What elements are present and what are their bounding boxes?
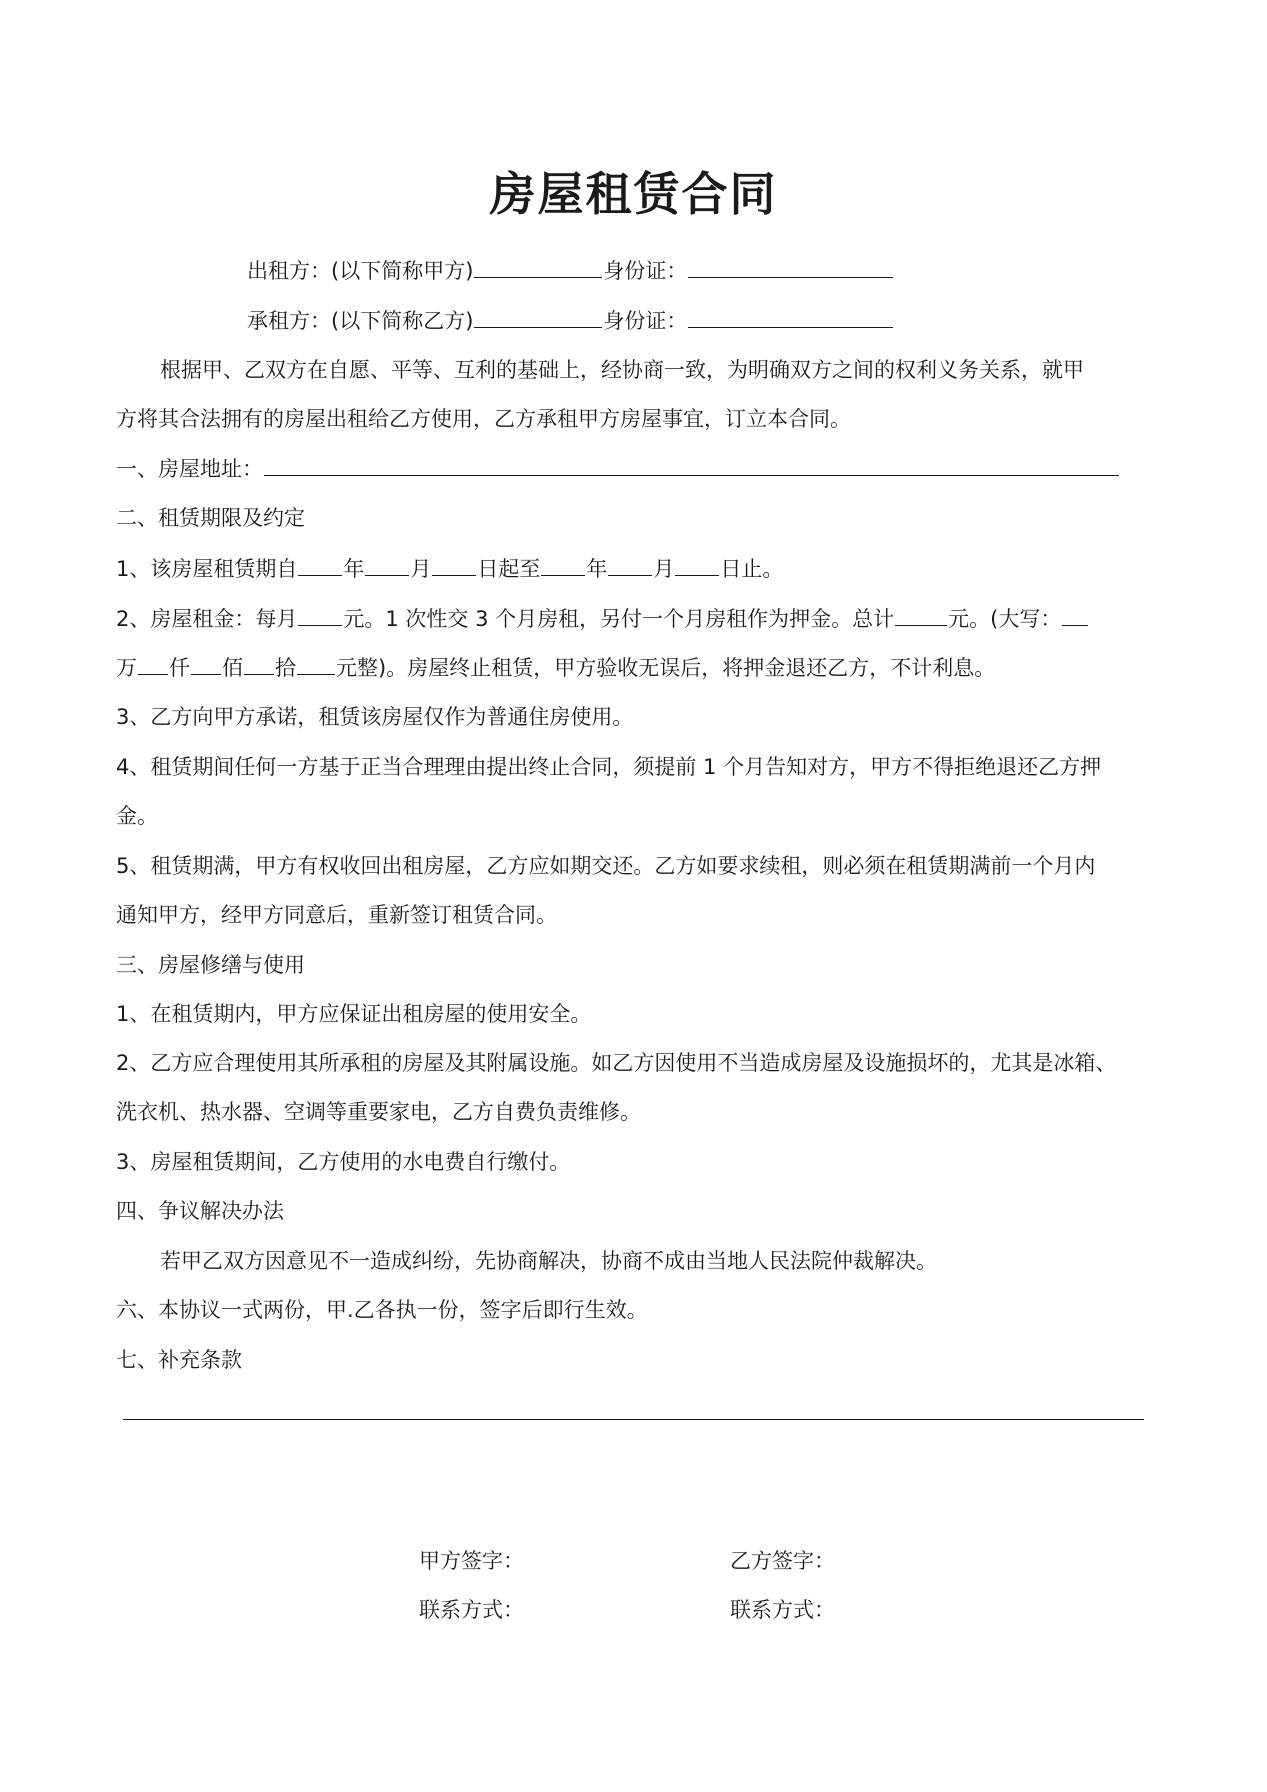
month-label: 月 [410, 557, 432, 581]
shi-blank [297, 652, 335, 675]
rent-text: 2、房屋租金：每月 [116, 607, 298, 631]
expiry-line-2: 通知甲方，经甲方同意后，重新签订租赁合同。 [116, 903, 557, 927]
deposit-text: 元整)。房屋终止租赁，甲方验收无误后，将押金退还乙方，不计利息。 [336, 656, 996, 680]
qian-blank [191, 652, 221, 675]
day-end-label: 日止。 [720, 557, 784, 581]
lessor-label: 出租方：(以下简称甲方) [247, 259, 474, 283]
intro-line-1: 根据甲、乙双方在自愿、平等、互利的基础上，经协商一致，为明确双方之间的权利义务关系，就甲 [160, 358, 1084, 382]
safety-clause: 1、在租赁期内，甲方应保证出租房屋的使用安全。 [116, 1002, 592, 1026]
termination-line-2: 金。 [116, 804, 158, 828]
lessor-id-label: 身份证： [603, 259, 688, 283]
lessee-line [247, 305, 894, 336]
lessor-name-blank [474, 255, 602, 278]
total-amount-blank [895, 603, 947, 626]
section-2-heading: 二、租赁期限及约定 [116, 506, 305, 530]
bai-blank [244, 652, 274, 675]
usage-promise: 3、乙方向甲方承诺，租赁该房屋仅作为普通住房使用。 [116, 705, 634, 729]
lease-term-line [116, 553, 783, 584]
start-day-blank [432, 553, 476, 576]
wan-label: 万 [116, 656, 137, 680]
lessee-name-blank [474, 305, 602, 328]
section-7-heading: 七、补充条款 [116, 1348, 242, 1372]
end-year-blank [541, 553, 585, 576]
monthly-rent-blank [298, 603, 342, 626]
lessee-id-blank [688, 305, 893, 328]
end-month-blank [608, 553, 652, 576]
dispute-clause: 若甲乙双方因意见不一造成纠纷，先协商解决，协商不成由当地人民法院仲裁解决。 [160, 1249, 937, 1273]
start-month-blank [365, 553, 409, 576]
lessor-id-blank [688, 255, 893, 278]
shi-label: 拾 [275, 656, 296, 680]
rent-line-1 [116, 603, 1089, 634]
party-a-signature-label: 甲方签字： [419, 1549, 524, 1573]
lessee-label: 承租方：(以下简称乙方) [247, 309, 474, 333]
address-blank [264, 453, 1119, 476]
intro-line-2: 方将其合法拥有的房屋出租给乙方使用，乙方承租甲方房屋事宜，订立本合同。 [116, 407, 851, 431]
maintenance-line-1: 2、乙方应合理使用其所承租的房屋及其附属设施。如乙方因使用不当造成房屋及设施损坏的，尤其是冰箱、 [116, 1051, 1117, 1075]
start-year-blank [298, 553, 342, 576]
expiry-line-1: 5、租赁期满，甲方有权收回出租房屋，乙方应如期交还。乙方如要求续租，则必须在租赁期满前一个月内 [116, 854, 1096, 878]
capital-amount-label: 元。(大写： [948, 607, 1062, 631]
utilities-clause: 3、房屋租赁期间，乙方使用的水电费自行缴付。 [116, 1150, 571, 1174]
wan-blank [138, 652, 168, 675]
rent-line-2 [116, 652, 995, 683]
month-label: 月 [653, 557, 675, 581]
section-4-heading: 四、争议解决办法 [116, 1199, 284, 1223]
year-label: 年 [586, 557, 608, 581]
qian-label: 仟 [169, 656, 190, 680]
supplementary-terms-blank [123, 1419, 1144, 1420]
lease-term-text: 1、该房屋租赁期自 [116, 557, 298, 581]
capital-amount-blank [1062, 603, 1088, 626]
lessee-id-label: 身份证： [603, 309, 688, 333]
maintenance-line-2: 洗衣机、热水器、空调等重要家电，乙方自费负责维修。 [116, 1100, 641, 1124]
end-day-blank [675, 553, 719, 576]
lessor-line [247, 255, 894, 286]
termination-line-1: 4、租赁期间任何一方基于正当合理理由提出终止合同，须提前 1 个月告知对方，甲方不得拒绝退还乙方押 [116, 755, 1102, 779]
party-b-contact-label: 联系方式： [730, 1598, 835, 1622]
section-address [116, 453, 1120, 484]
day-start-label: 日起至 [477, 557, 541, 581]
section-3-heading: 三、房屋修缮与使用 [116, 953, 305, 977]
year-label: 年 [343, 557, 365, 581]
address-label: 一、房屋地址： [116, 457, 263, 481]
rent-terms-text: 元。1 次性交 3 个月房租，另付一个月房租作为押金。总计 [343, 607, 895, 631]
party-a-contact-label: 联系方式： [419, 1598, 524, 1622]
bai-label: 佰 [222, 656, 243, 680]
party-b-signature-label: 乙方签字： [730, 1549, 835, 1573]
document-title: 房屋租赁合同 [489, 167, 778, 221]
copies-clause: 六、本协议一式两份，甲.乙各执一份，签字后即行生效。 [116, 1298, 648, 1322]
